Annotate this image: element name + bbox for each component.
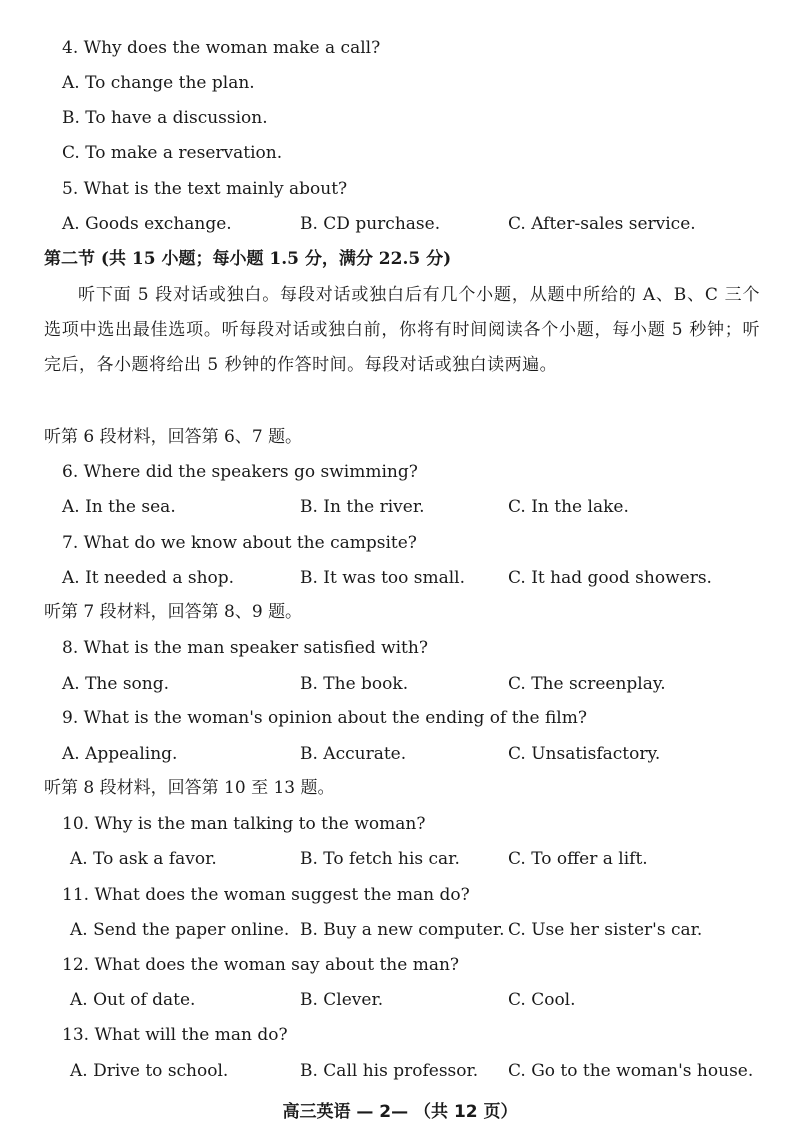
question-7-option-c: C. It had good showers. — [508, 568, 712, 588]
group-6-heading: 听第 6 段材料，回答第 6、7 题。 — [44, 427, 303, 447]
question-4-option-b: B. To have a discussion. — [62, 108, 268, 128]
question-5-stem: 5. What is the text mainly about? — [62, 179, 348, 199]
question-5-option-a: A. Goods exchange. — [62, 214, 232, 234]
question-11-option-b: B. Buy a new computer. — [300, 920, 505, 940]
question-9-stem: 9. What is the woman's opinion about the ending of the film? — [62, 708, 587, 728]
question-4-stem: 4. Why does the woman make a call? — [62, 38, 381, 58]
question-10-stem: 10. Why is the man talking to the woman? — [62, 814, 426, 834]
question-7-option-a: A. It needed a shop. — [62, 568, 235, 588]
question-13-options — [70, 1060, 790, 1082]
question-13-option-c: C. Go to the woman's house. — [508, 1061, 754, 1081]
group-8-heading: 听第 8 段材料，回答第 10 至 13 题。 — [44, 778, 335, 798]
question-5-option-c: C. After-sales service. — [508, 214, 696, 234]
question-6-stem: 6. Where did the speakers go swimming? — [62, 462, 418, 482]
question-5-option-b: B. CD purchase. — [300, 214, 441, 234]
question-6-option-c: C. In the lake. — [508, 497, 629, 517]
question-8-option-a: A. The song. — [62, 674, 170, 694]
question-8-options — [62, 673, 782, 695]
question-10-option-b: B. To fetch his car. — [300, 849, 460, 869]
question-6-option-a: A. In the sea. — [62, 497, 176, 517]
question-12-stem: 12. What does the woman say about the man? — [62, 955, 460, 975]
question-9-option-a: A. Appealing. — [62, 744, 178, 764]
question-4-option-c: C. To make a reservation. — [62, 143, 283, 163]
question-7-options — [62, 567, 782, 589]
question-9-option-c: C. Unsatisfactory. — [508, 744, 661, 764]
page-footer: 高三英语 — 2— （共 12 页） — [282, 1102, 518, 1122]
question-9-option-b: B. Accurate. — [300, 744, 407, 764]
question-11-options — [70, 919, 790, 941]
question-8-option-b: B. The book. — [300, 674, 409, 694]
question-13-option-a: A. Drive to school. — [70, 1061, 229, 1081]
question-6-options — [62, 496, 782, 518]
question-6-option-b: B. In the river. — [300, 497, 425, 517]
question-4-option-a: A. To change the plan. — [62, 73, 255, 93]
question-10-options — [70, 848, 790, 870]
section-2-instructions: 听下面 5 段对话或独白。每段对话或独白后有几个小题，从题中所给的 A、B、C 三个选项中选出最佳选项。听每段对话或独白前，你将有时间阅读各个小题，每小题 5 秒钟；听完后，各小题将给出 5 秒钟的作答时间。每段对话或独白读两遍。 — [44, 285, 760, 375]
question-13-stem: 13. What will the man do? — [62, 1025, 288, 1045]
section-2-heading: 第二节 (共 15 小题；每小题 1.5 分，满分 22.5 分) — [44, 249, 452, 269]
group-7-heading: 听第 7 段材料，回答第 8、9 题。 — [44, 602, 303, 622]
question-12-option-c: C. Cool. — [508, 990, 576, 1010]
question-8-option-c: C. The screenplay. — [508, 674, 666, 694]
question-13-option-b: B. Call his professor. — [300, 1061, 479, 1081]
question-5-options — [62, 213, 782, 235]
question-11-option-a: A. Send the paper online. — [70, 920, 290, 940]
question-7-stem: 7. What do we know about the campsite? — [62, 533, 417, 553]
question-8-stem: 8. What is the man speaker satisfied with? — [62, 638, 428, 658]
question-12-options — [70, 989, 790, 1011]
question-11-option-c: C. Use her sister's car. — [508, 920, 703, 940]
question-12-option-b: B. Clever. — [300, 990, 384, 1010]
question-12-option-a: A. Out of date. — [70, 990, 196, 1010]
question-10-option-c: C. To offer a lift. — [508, 849, 648, 869]
question-9-options — [62, 743, 782, 765]
question-11-stem: 11. What does the woman suggest the man do? — [62, 885, 470, 905]
question-10-option-a: A. To ask a favor. — [70, 849, 217, 869]
question-7-option-b: B. It was too small. — [300, 568, 466, 588]
